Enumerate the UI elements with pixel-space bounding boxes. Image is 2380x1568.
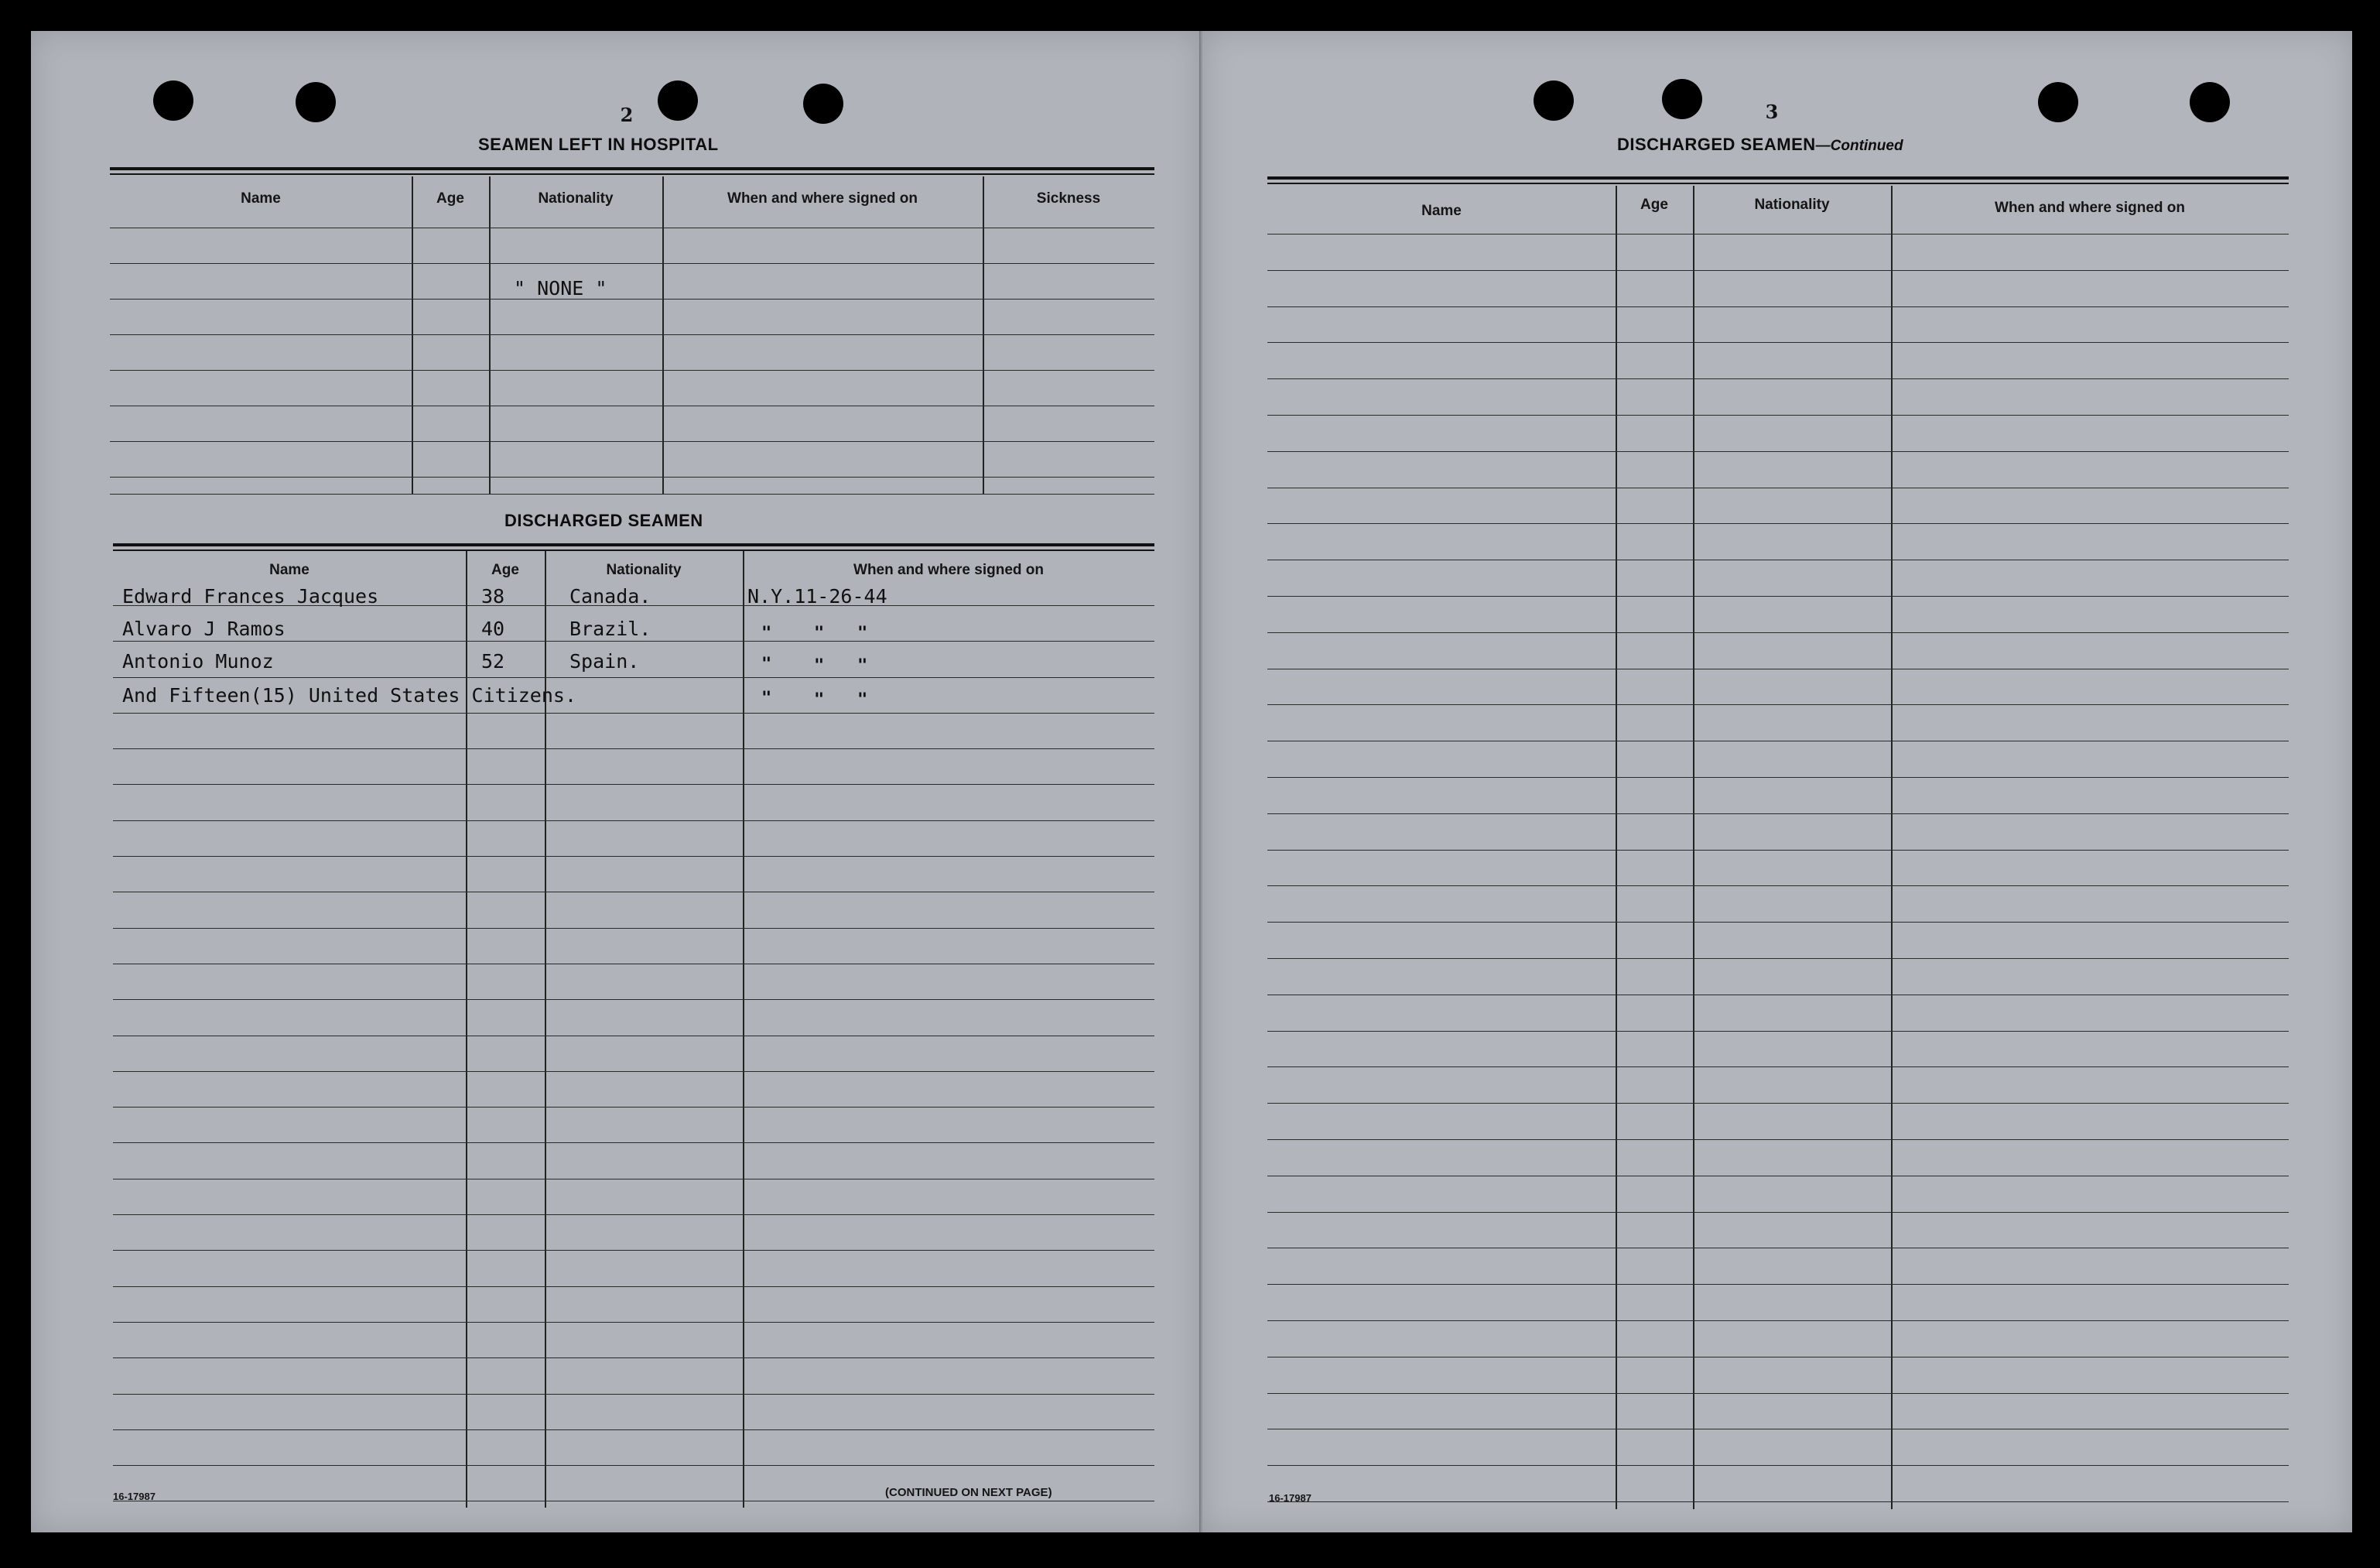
ruled-line	[1267, 234, 2289, 235]
ruled-line	[1267, 596, 2289, 597]
column-header-age: Age	[1640, 197, 1668, 213]
seaman-age: 38	[481, 585, 505, 608]
column-header-nationality: Nationality	[538, 190, 614, 207]
summary-citizens: And Fifteen(15) United States Citizens.	[122, 684, 576, 707]
column-header-nationality: Nationality	[606, 562, 682, 578]
ruled-line	[113, 856, 1154, 857]
page-number: 2	[620, 104, 634, 126]
ruled-line	[113, 641, 1154, 642]
ruled-line	[113, 748, 1154, 749]
column-header-name: Name	[241, 190, 281, 207]
punch-hole	[803, 84, 843, 124]
discharged-title-main: DISCHARGED SEAMEN	[1617, 135, 1816, 154]
ruled-line	[1267, 1212, 2289, 1213]
seaman-name: Alvaro J Ramos	[122, 618, 286, 640]
punch-hole	[2190, 82, 2230, 122]
ruled-line	[113, 1250, 1154, 1251]
ruled-line	[1267, 378, 2289, 379]
punch-hole	[1534, 80, 1574, 121]
ruled-line	[1267, 1320, 2289, 1321]
ruled-line	[1267, 958, 2289, 959]
ruled-line	[113, 1357, 1154, 1358]
right-page	[1202, 31, 2352, 1532]
ditto-mark: "	[814, 624, 825, 643]
form-number: 16-17987	[1269, 1492, 1311, 1504]
seaman-age: 40	[481, 618, 505, 640]
ruled-line	[113, 1429, 1154, 1430]
seaman-name: Antonio Munoz	[122, 650, 274, 673]
left-page	[31, 31, 1201, 1532]
column-header-nationality: Nationality	[1754, 197, 1830, 213]
discharged-section-title: DISCHARGED SEAMEN	[504, 511, 703, 530]
ditto-mark: "	[857, 656, 868, 676]
column-header-name: Name	[269, 562, 309, 578]
continued-note: (CONTINUED ON NEXT PAGE)	[885, 1486, 1052, 1499]
form-number: 16-17987	[113, 1491, 156, 1502]
ruled-line	[1267, 451, 2289, 452]
ruled-line	[113, 1322, 1154, 1323]
column-header-signed-on: When and where signed on	[1995, 200, 2185, 216]
ditto-mark: "	[761, 689, 772, 708]
seaman-name: Edward Frances Jacques	[122, 585, 379, 608]
punch-hole	[658, 80, 698, 121]
seaman-age: 52	[481, 650, 505, 673]
ruled-line	[1267, 415, 2289, 416]
ruled-line	[1267, 704, 2289, 705]
seaman-signed-on: N.Y.11-26-44	[747, 585, 887, 608]
ruled-line	[113, 1214, 1154, 1215]
ditto-mark: "	[814, 656, 825, 676]
ruled-line	[113, 999, 1154, 1000]
ruled-line	[113, 1465, 1154, 1466]
ruled-line	[1267, 1103, 2289, 1104]
ruled-line	[113, 1142, 1154, 1143]
punch-hole	[153, 80, 193, 121]
page-number: 3	[1765, 101, 1779, 123]
ruled-line	[1267, 922, 2289, 923]
column-header-signed-on: When and where signed on	[853, 562, 1044, 578]
discharged-title-suffix: —Continued	[1815, 138, 1903, 154]
ruled-line	[113, 784, 1154, 785]
column-header-sickness: Sickness	[1036, 190, 1101, 207]
column-header-age: Age	[491, 562, 519, 578]
ruled-line	[1267, 1284, 2289, 1285]
discharged-continued-title	[1617, 135, 1903, 155]
ruled-line	[113, 1107, 1154, 1108]
ruled-line	[113, 1286, 1154, 1287]
punch-hole	[296, 82, 336, 122]
ruled-line	[113, 1071, 1154, 1072]
ruled-line	[1267, 270, 2289, 271]
seaman-nationality: Spain.	[569, 650, 640, 673]
ruled-line	[1267, 813, 2289, 814]
ruled-line	[1267, 306, 2289, 307]
seaman-nationality: Canada.	[569, 585, 651, 608]
ruled-line	[1267, 1393, 2289, 1394]
ditto-mark: "	[857, 690, 868, 710]
ruled-line	[1267, 1465, 2289, 1466]
ruled-line	[1267, 777, 2289, 778]
ruled-line	[1267, 632, 2289, 633]
ruled-line	[113, 713, 1154, 714]
column-header-name: Name	[1421, 203, 1462, 219]
hospital-section-title: SEAMEN LEFT IN HOSPITAL	[478, 135, 719, 154]
ruled-line	[1267, 1139, 2289, 1140]
ruled-line	[1267, 1501, 2289, 1502]
ditto-mark: "	[857, 624, 868, 643]
seaman-nationality: Brazil.	[569, 618, 651, 640]
ruled-line	[1267, 1066, 2289, 1067]
punch-hole	[1662, 79, 1702, 119]
column-header-age: Age	[436, 190, 464, 207]
ruled-line	[113, 928, 1154, 929]
ditto-mark: "	[761, 624, 772, 643]
punch-hole	[2038, 82, 2078, 122]
ruled-line	[1267, 850, 2289, 851]
ruled-line	[1267, 523, 2289, 524]
ditto-mark: "	[814, 690, 825, 710]
ruled-line	[1267, 885, 2289, 886]
ruled-line	[113, 820, 1154, 821]
ruled-line	[113, 1394, 1154, 1395]
hospital-none-entry: " NONE "	[514, 277, 607, 300]
ruled-line	[1267, 342, 2289, 343]
ditto-mark: "	[761, 655, 772, 674]
ruled-line	[1267, 1031, 2289, 1032]
column-header-signed-on: When and where signed on	[727, 190, 918, 207]
ruled-line	[113, 677, 1154, 678]
